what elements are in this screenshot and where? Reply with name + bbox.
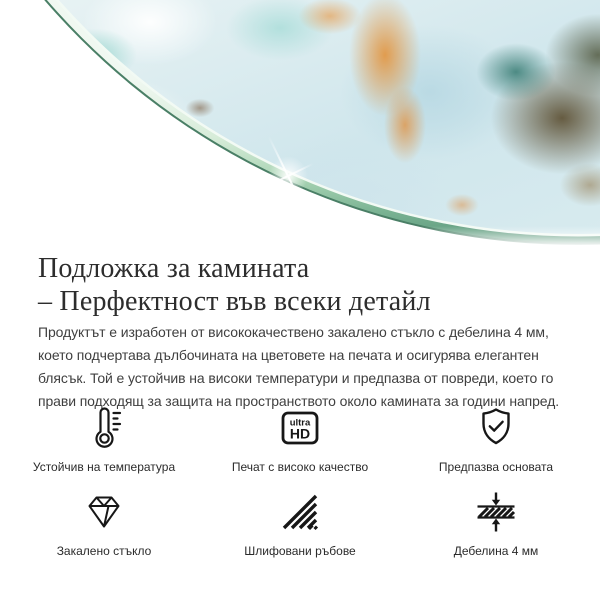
feature-temperature [6,404,202,474]
thermometer-icon [80,404,128,452]
feature-polished-edges [202,488,398,558]
ultra-hd-icon-text-bottom: HD [289,425,311,442]
thickness-4mm-icon [472,488,520,536]
feature-print-quality [202,404,398,474]
shield-check-icon [472,404,520,452]
feature-protects-base [398,404,594,474]
feature-label: Предпазва основата [438,460,554,474]
ultra-hd-icon [276,404,324,452]
product-photo [0,0,600,250]
page-title-line2: – Перфектност във всеки детайл [38,285,431,317]
feature-label: Устойчив на температура [32,460,176,474]
page-title-line1: Подложка за камината [38,252,310,284]
feature-grid [6,404,594,558]
page-title [38,252,570,318]
polished-edges-icon [276,488,324,536]
feature-label: Печат с високо качество [231,460,369,474]
feature-thickness [398,488,594,558]
feature-label: Закалено стъкло [56,544,152,558]
feature-tempered-glass [6,488,202,558]
product-description: Продуктът е изработен от висококачествено закалено стъкло с дебелина 4 мм, което подчертава дълбочината на цветовете на печата и осигурява елегантен блясък. Той е устойчив на високи температури и предпазва от повреди, което го прави подходящ за защита на пространството около камината за години напред. [38,324,560,409]
ultra-hd-icon-text-top: ultra [289,417,311,429]
diamond-icon [80,488,128,536]
feature-label: Дебелина 4 мм [453,544,539,558]
photo-bottom-fade [0,226,600,250]
feature-label: Шлифовани ръбове [244,544,356,558]
